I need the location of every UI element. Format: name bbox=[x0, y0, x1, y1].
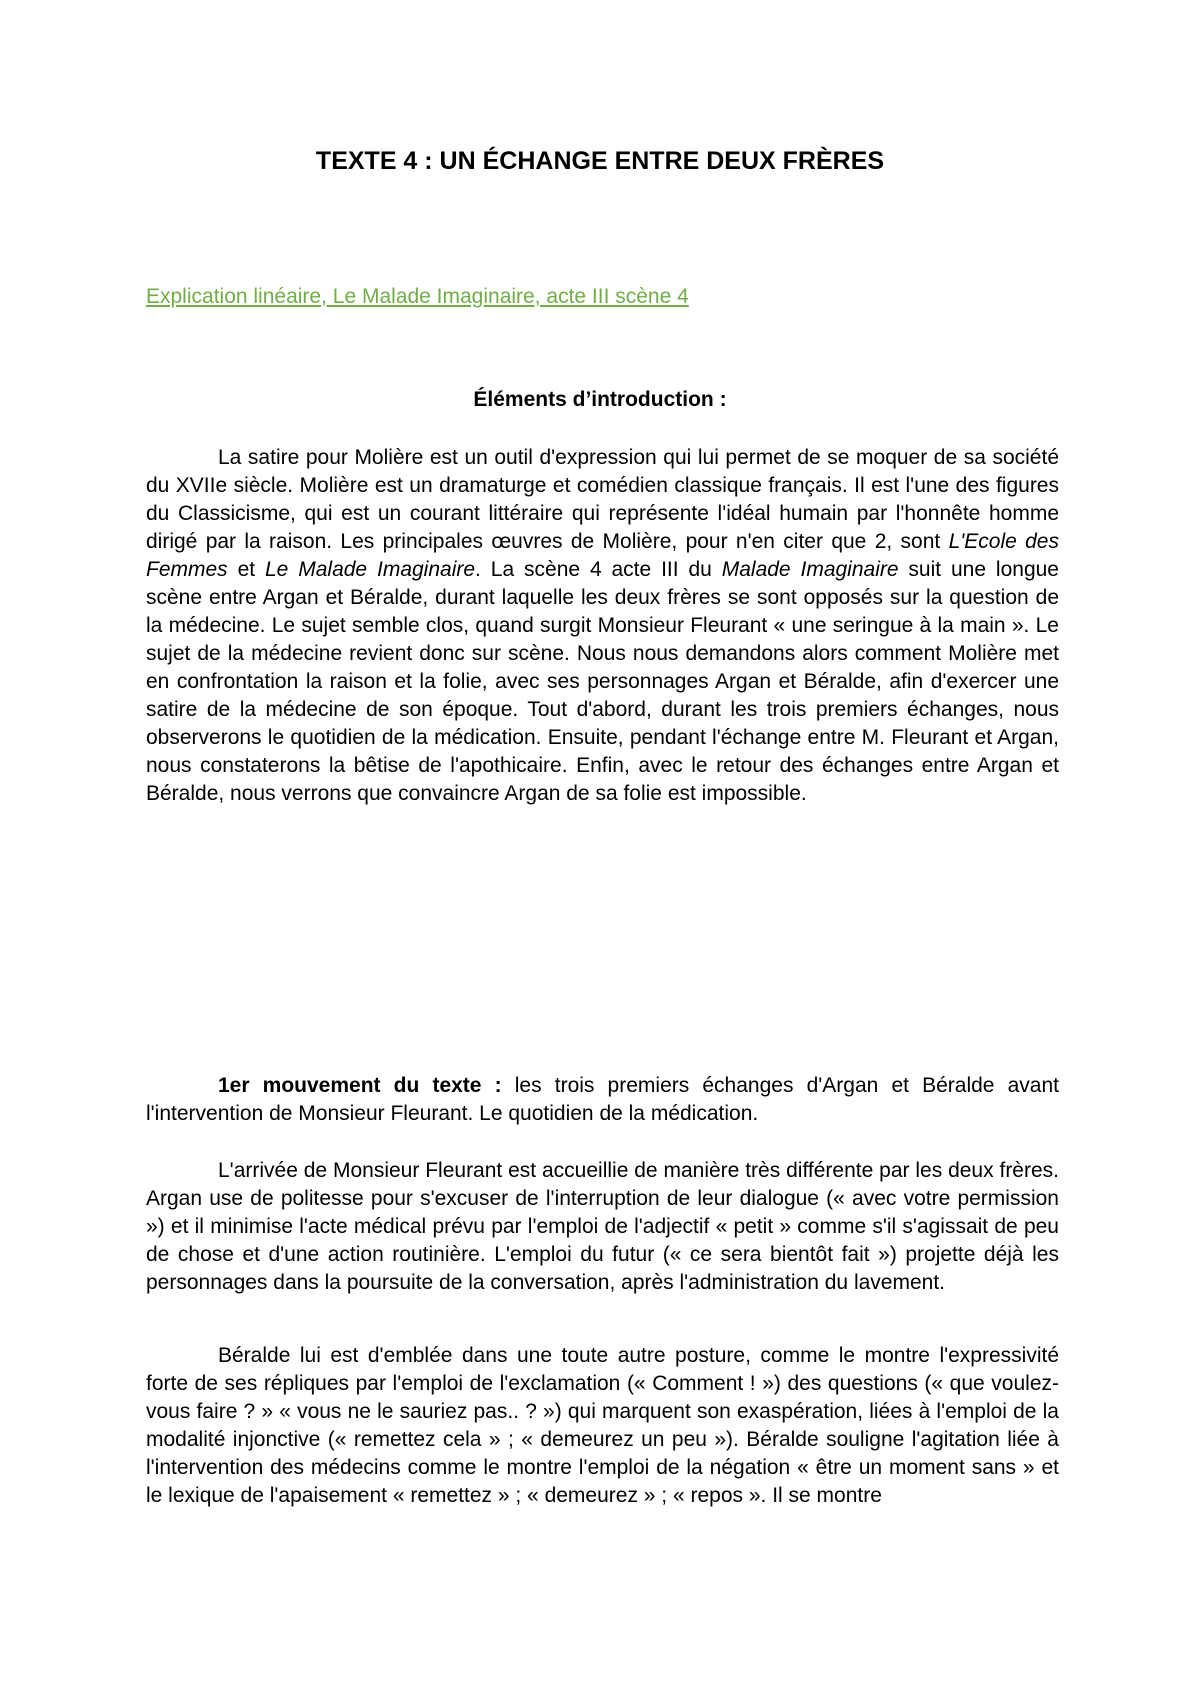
analysis-paragraph-3: Béralde lui est d'emblée dans une toute autre posture, comme le montre l'expressivité forte de ses répliques par l'emploi de l'exclamation (« Comment ! ») des questions (« que voulez-vous faire ? » « vous ne le sauriez pas.. ? ») qui marquent son exaspération, liées à l'emploi de la modalité injonctive (« remettez cela » ; « demeurez un peu »). Béralde souligne l'agitation liée à l'intervention des médecins comme le montre l'emploi de la négation « être un moment sans » et le lexique de l'apaisement « remettez » ; « demeurez » ; « repos ». Il se montre bbox=[146, 1344, 1059, 1507]
movement1-text: les trois premiers échanges d'Argan et Béralde avant l'intervention de Monsieur Fleurant. Le quotidien de la médication. bbox=[146, 1074, 1059, 1125]
intro-text-4: suit une longue scène entre Argan et Béralde, durant laquelle les deux frères se sont opposés sur la question de la médecine. Le sujet semble clos, quand surgit Monsieur Fleurant « une seringue à la main ». Le sujet de la médecine revient donc sur scène. Nous nous demandons alors comment Molière met en confrontation la raison et la folie, avec ses personnages Argan et Béralde, afin d'exercer une satire de la médecine de son époque. Tout d'abord, durant les trois premiers échanges, nous observerons le quotidien de la médication. Ensuite, pendant l'échange entre M. Fleurant et Argan, nous constaterons la bêtise de l'apothicaire. Enfin, avec le retour des échanges entre Argan et Béralde, nous verrons que convaincre Argan de sa folie est impossible. bbox=[146, 558, 1059, 805]
document-title: TEXTE 4 : UN ÉCHANGE ENTRE DEUX FRÈRES bbox=[315, 147, 885, 175]
work-title-malade: Le Malade Imaginaire bbox=[264, 558, 476, 581]
intro-heading: Éléments d’introduction : bbox=[473, 388, 727, 411]
intro-text-2: et bbox=[227, 558, 265, 581]
work-title-malade-short: Malade Imaginaire bbox=[721, 558, 899, 581]
intro-paragraph bbox=[146, 444, 1059, 808]
movement1-paragraph bbox=[146, 1072, 1059, 1128]
work-title-ecole: L'Ecole des Femmes bbox=[146, 530, 1059, 581]
intro-text-3: . La scène 4 acte III du bbox=[475, 558, 722, 581]
movement1-label: 1er mouvement du texte : bbox=[218, 1074, 502, 1097]
analysis-paragraph-2: L'arrivée de Monsieur Fleurant est accueillie de manière très différente par les deux frères. Argan use de politesse pour s'excuser de l'interruption de leur dialogue (« avec votre permission ») et il minimise l'acte médical prévu par l'emploi de l'adjectif « petit » comme s'il s'agissait de peu de chose et d'une action routinière. L'emploi du futur (« ce sera bientôt fait ») projette déjà les personnages dans la poursuite de la conversation, après l'administration du lavement. bbox=[146, 1159, 1059, 1294]
intro-text-1: La satire pour Molière est un outil d'expression qui lui permet de se moquer de sa société du XVIIe siècle. Molière est un dramaturge et comédien classique français. Il est l'une des figures du Classicisme, qui est un courant littéraire qui représente l'idéal humain par l'honnête homme dirigé par la raison. Les principales œuvres de Molière, pour n'en citer que 2, sont bbox=[146, 446, 1059, 553]
explication-link[interactable]: Explication linéaire, Le Malade Imaginaire, acte III scène 4 bbox=[146, 285, 689, 308]
